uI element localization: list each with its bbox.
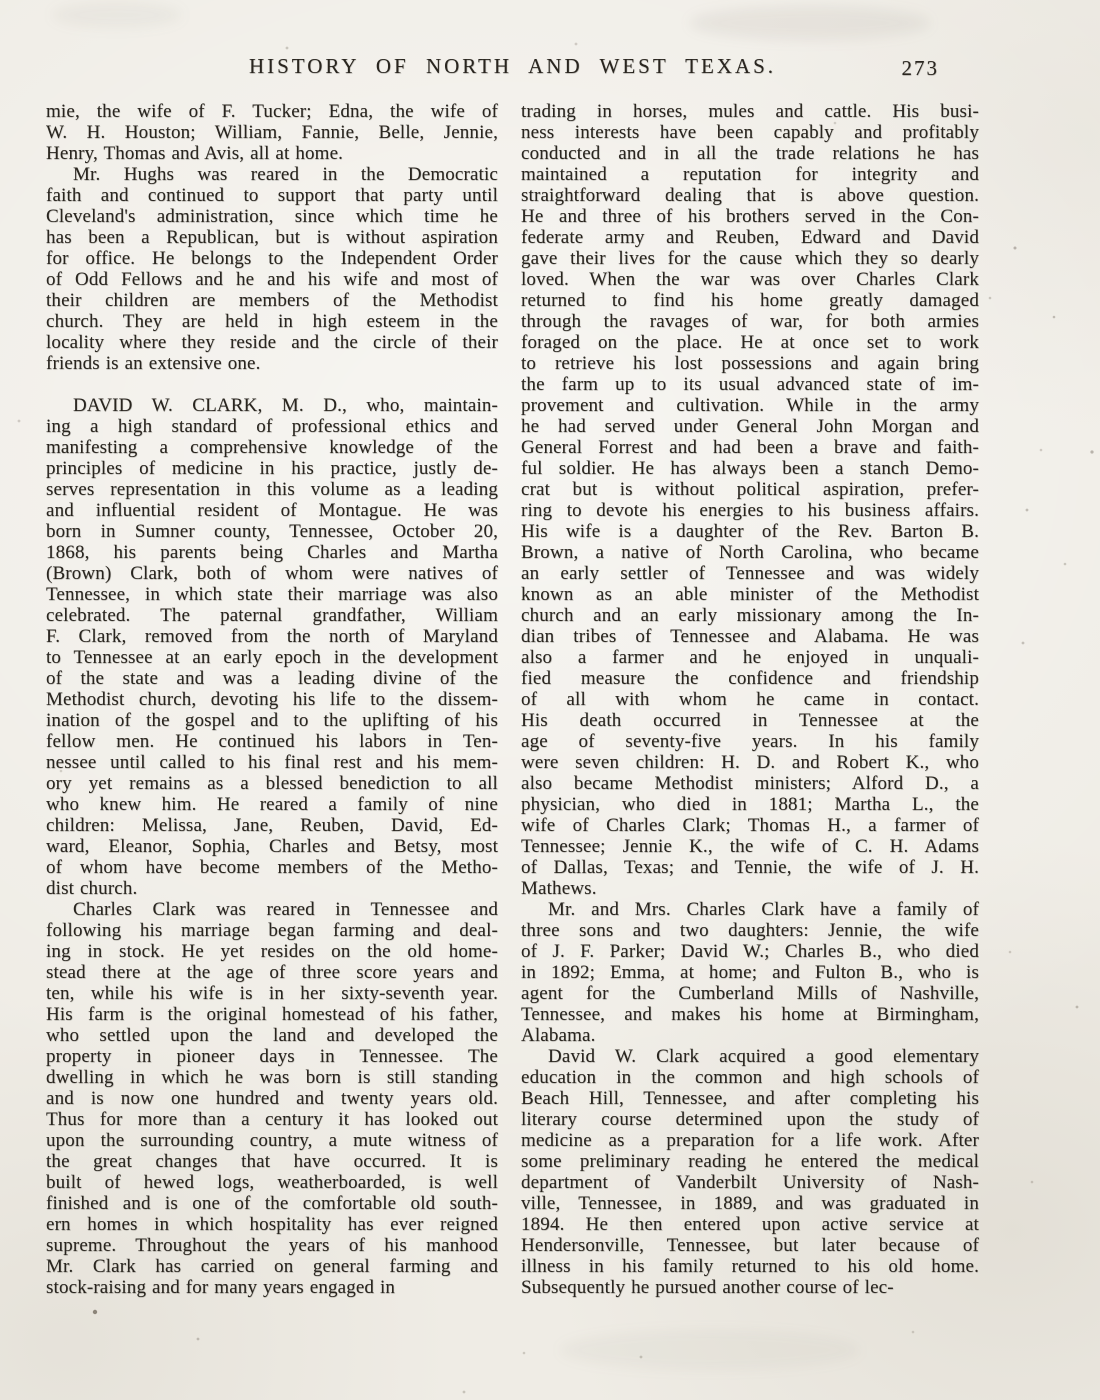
text-line: 1868, his parents being Charles and Martha xyxy=(46,542,498,563)
text-line: ness interests have been capably and profitably xyxy=(521,122,979,143)
text-line: medicine as a preparation for a life work. After xyxy=(521,1130,979,1151)
text-line: Beach Hill, Tennessee, and after completing his xyxy=(521,1088,979,1109)
paragraph xyxy=(521,101,979,899)
text-line: ville, Tennessee, in 1889, and was graduated in xyxy=(521,1193,979,1214)
text-line: fellow men. He continued his labors in Ten- xyxy=(46,731,498,752)
text-line: dian tribes of Tennessee and Alabama. He was xyxy=(521,626,979,647)
paragraph xyxy=(46,101,498,164)
paragraph xyxy=(521,1046,979,1298)
text-line: also became Methodist ministers; Alford D., a xyxy=(521,773,979,794)
text-line: fied measure the confidence and friendship xyxy=(521,668,979,689)
text-line: for office. He belongs to the Independent Order xyxy=(46,248,498,269)
text-line: wife of Charles Clark; Thomas H., a farmer of xyxy=(521,815,979,836)
text-line: provement and cultivation. While in the army xyxy=(521,395,979,416)
text-line: His farm is the original homestead of his father, xyxy=(46,1004,498,1025)
text-line: 1894. He then entered upon active service at xyxy=(521,1214,979,1235)
page-header xyxy=(46,54,979,82)
text-line: trading in horses, mules and cattle. His busi- xyxy=(521,101,979,122)
text-line: mie, the wife of F. Tucker; Edna, the wife of xyxy=(46,101,498,122)
text-line: Tennessee, in which state their marriage was also xyxy=(46,584,498,605)
text-line: faith and continued to support that party until xyxy=(46,185,498,206)
text-line: the farm up to its usual advanced state of im- xyxy=(521,374,979,395)
text-line: through the ravages of war, for both armies xyxy=(521,311,979,332)
text-line: His death occurred in Tennessee at the xyxy=(521,710,979,731)
paragraph xyxy=(521,899,979,1046)
text-line: David W. Clark acquired a good elementary xyxy=(548,1046,979,1067)
text-line: and influential resident of Montague. He was xyxy=(46,500,498,521)
text-line: agent for the Cumberland Mills of Nashville, xyxy=(521,983,979,1004)
left-text-column xyxy=(46,101,498,1298)
text-line: ing in stock. He yet resides on the old home- xyxy=(46,941,498,962)
text-line: Alabama. xyxy=(521,1025,596,1046)
text-line: to retrieve his lost possessions and again bring xyxy=(521,353,979,374)
text-line: Mr. Hughs was reared in the Democratic xyxy=(73,164,498,185)
text-line: upon the surrounding country, a mute witness of xyxy=(46,1130,498,1151)
text-line: celebrated. The paternal grandfather, William xyxy=(46,605,498,626)
text-line: gave their lives for the cause which they so dearly xyxy=(521,248,979,269)
text-line: ing a high standard of professional ethics and xyxy=(46,416,498,437)
text-columns xyxy=(46,101,979,1298)
running-head-title: HISTORY OF NORTH AND WEST TEXAS. xyxy=(248,54,777,78)
text-line: some preliminary reading he entered the medical xyxy=(521,1151,979,1172)
text-line: crat but is without political aspiration, prefer- xyxy=(521,479,979,500)
text-line: straightforward dealing that is above question. xyxy=(521,185,979,206)
text-line: Thus for more than a century it has looked out xyxy=(46,1109,498,1130)
text-line: locality where they reside and the circle of their xyxy=(46,332,498,353)
text-line: Tennessee; Jennie K., the wife of C. H. Adams xyxy=(521,836,979,857)
text-line: of all with whom he came in contact. xyxy=(521,689,979,710)
text-line: DAVID W. CLARK, M. D., who, maintain- xyxy=(73,395,498,416)
text-line: serves representation in this volume as a leading xyxy=(46,479,498,500)
text-line: supreme. Throughout the years of his manhood xyxy=(46,1235,498,1256)
text-line: returned to find his home greatly damaged xyxy=(521,290,979,311)
text-line: of whom have become members of the Metho- xyxy=(46,857,498,878)
page-number: 273 xyxy=(901,56,939,80)
text-line: three sons and two daughters: Jennie, the wife xyxy=(521,920,979,941)
text-line: stock-raising and for many years engaged in xyxy=(46,1277,396,1298)
text-line: principles of medicine in his practice, justly de- xyxy=(46,458,498,479)
paragraph xyxy=(46,395,498,899)
text-line: dist church. xyxy=(46,878,138,899)
text-line: loved. When the war was over Charles Clark xyxy=(521,269,979,290)
text-line: the great changes that have occurred. It is xyxy=(46,1151,498,1172)
text-line: he had served under General John Morgan and xyxy=(521,416,979,437)
text-line: General Forrest and had been a brave and faith- xyxy=(521,437,979,458)
text-line: Henry, Thomas and Avis, all at home. xyxy=(46,143,344,164)
text-line: education in the common and high schools of xyxy=(521,1067,979,1088)
text-line: (Brown) Clark, both of whom were natives of xyxy=(46,563,498,584)
text-line: ful soldier. He has always been a stanch Demo- xyxy=(521,458,979,479)
text-line: church. They are held in high esteem in the xyxy=(46,311,498,332)
text-line: of J. F. Parker; David W.; Charles B., who died xyxy=(521,941,979,962)
text-line: Brown, a native of North Carolina, who became xyxy=(521,542,979,563)
text-line: age of seventy-five years. In his family xyxy=(521,731,979,752)
paragraph xyxy=(46,164,498,374)
text-line: federate army and Reuben, Edward and David xyxy=(521,227,979,248)
text-line: were seven children: H. D. and Robert K., who xyxy=(521,752,979,773)
right-text-column xyxy=(521,101,979,1298)
text-line: who knew him. He reared a family of nine xyxy=(46,794,498,815)
text-line: illness in his family returned to his old home. xyxy=(521,1256,979,1277)
text-line: known as an able minister of the Methodist xyxy=(521,584,979,605)
text-line: ory yet remains as a blessed benediction to all xyxy=(46,773,498,794)
text-line: to Tennessee at an early epoch in the development xyxy=(46,647,498,668)
text-line: ination of the gospel and to the uplifting of his xyxy=(46,710,498,731)
text-line: Mr. Clark has carried on general farming and xyxy=(46,1256,498,1277)
text-line: W. H. Houston; William, Fannie, Belle, Jennie, xyxy=(46,122,498,143)
text-line: stead there at the age of three score years and xyxy=(46,962,498,983)
text-line: Mathews. xyxy=(521,878,597,899)
text-line: maintained a reputation for integrity and xyxy=(521,164,979,185)
text-line: and is now one hundred and twenty years old. xyxy=(46,1088,498,1109)
text-line: ten, while his wife is in her sixty-seventh year. xyxy=(46,983,498,1004)
text-line: Cleveland's administration, since which time he xyxy=(46,206,498,227)
text-line: in 1892; Emma, at home; and Fulton B., who is xyxy=(521,962,979,983)
text-line: dwelling in which he was born is still standing xyxy=(46,1067,498,1088)
text-line: has been a Republican, but is without aspiration xyxy=(46,227,498,248)
text-line: nessee until called to his final rest and his mem- xyxy=(46,752,498,773)
text-line: Mr. and Mrs. Charles Clark have a family of xyxy=(548,899,979,920)
text-line: Tennessee, and makes his home at Birmingham, xyxy=(521,1004,979,1025)
text-line: born in Sumner county, Tennessee, October 20, xyxy=(46,521,498,542)
text-line: an early settler of Tennessee and was widely xyxy=(521,563,979,584)
text-line: physician, who died in 1881; Martha L., the xyxy=(521,794,979,815)
text-line: ward, Eleanor, Sophia, Charles and Betsy, most xyxy=(46,836,498,857)
text-line: literary course determined upon the study of xyxy=(521,1109,979,1130)
text-line: department of Vanderbilt University of Nash- xyxy=(521,1172,979,1193)
text-line: friends is an extensive one. xyxy=(46,353,261,374)
text-line: Methodist church, devoting his life to the dissem- xyxy=(46,689,498,710)
text-line: following his marriage began farming and deal- xyxy=(46,920,498,941)
text-line: also a farmer and he enjoyed in unquali- xyxy=(521,647,979,668)
text-line: conducted and in all the trade relations he has xyxy=(521,143,979,164)
scan-smudge xyxy=(560,1330,860,1370)
paragraph xyxy=(46,899,498,1298)
text-line: who settled upon the land and developed the xyxy=(46,1025,498,1046)
text-line: of Odd Fellows and he and his wife and most of xyxy=(46,269,498,290)
text-line: their children are members of the Methodist xyxy=(46,290,498,311)
scan-smudge xyxy=(690,6,930,40)
scan-specks xyxy=(0,0,2,2)
scan-smudge xyxy=(52,2,182,28)
text-line: property in pioneer days in Tennessee. The xyxy=(46,1046,498,1067)
text-line: built of hewed logs, weatherboarded, is well xyxy=(46,1172,498,1193)
text-line: of the state and was a leading divine of the xyxy=(46,668,498,689)
text-line: ring to devote his energies to his business affairs. xyxy=(521,500,979,521)
text-line: Charles Clark was reared in Tennessee and xyxy=(73,899,498,920)
text-line: F. Clark, removed from the north of Maryland xyxy=(46,626,498,647)
text-line: manifesting a comprehensive knowledge of the xyxy=(46,437,498,458)
text-line: He and three of his brothers served in the Con- xyxy=(521,206,979,227)
text-line: foraged on the place. He at once set to work xyxy=(521,332,979,353)
text-line: Subsequently he pursued another course of lec- xyxy=(521,1277,894,1298)
text-line: finished and is one of the comfortable old south- xyxy=(46,1193,498,1214)
text-line: of Dallas, Texas; and Tennie, the wife of J. H. xyxy=(521,857,979,878)
text-line: church and an early missionary among the In- xyxy=(521,605,979,626)
text-line: His wife is a daughter of the Rev. Barton B. xyxy=(521,521,979,542)
text-line: children: Melissa, Jane, Reuben, David, Ed- xyxy=(46,815,498,836)
text-line: Hendersonville, Tennessee, but later because of xyxy=(521,1235,979,1256)
text-line: ern homes in which hospitality has ever reigned xyxy=(46,1214,498,1235)
